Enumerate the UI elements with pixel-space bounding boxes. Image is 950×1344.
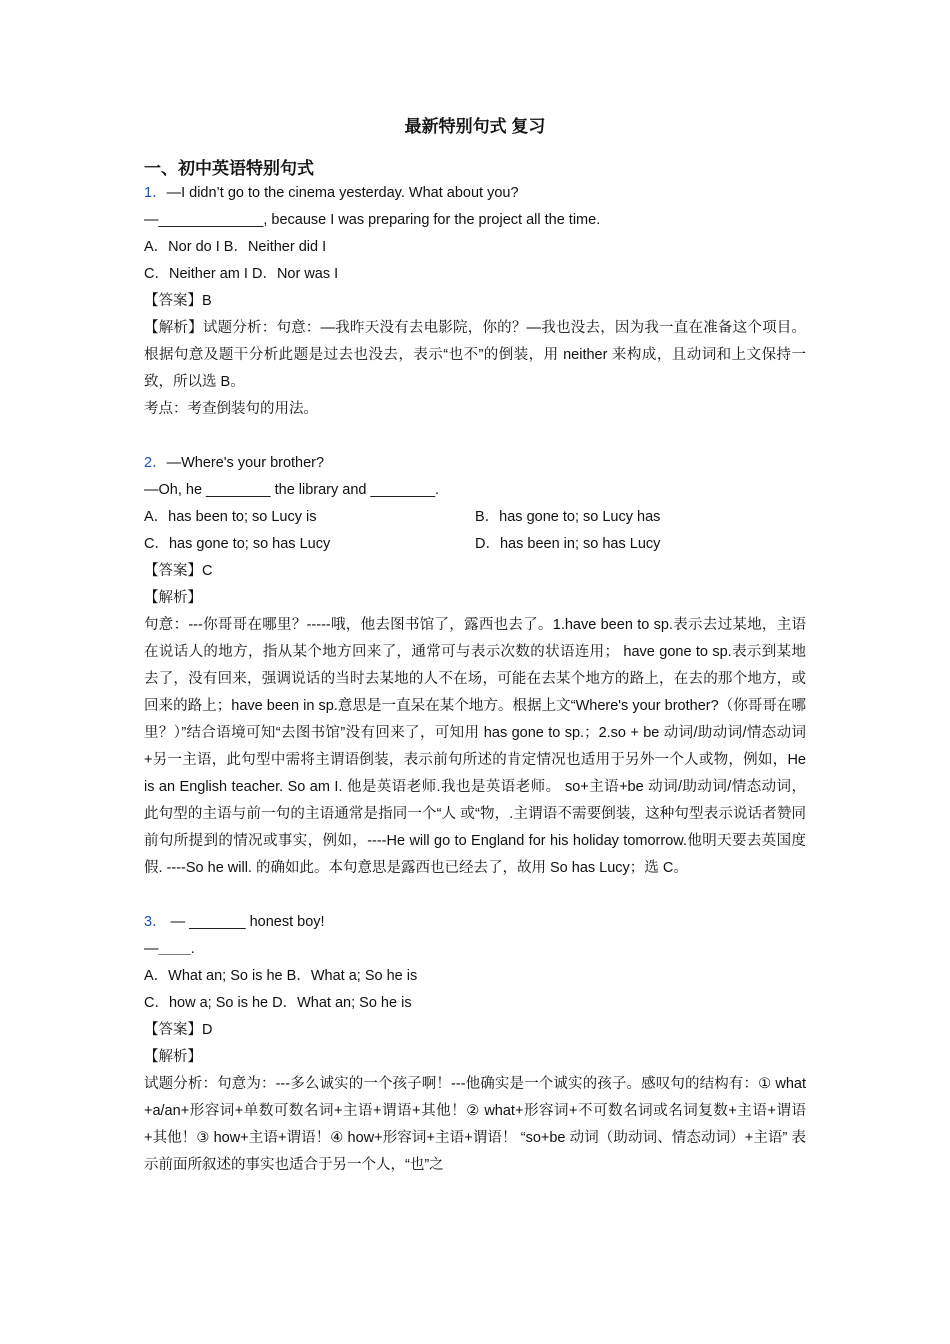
question-1-note: 考点：考查倒装句的用法。 [144,401,318,417]
question-2-answer: 【答案】C [144,563,213,579]
spacer [144,423,806,450]
document-content [144,114,806,1179]
question-2-option-d: D．has been in; so has Lucy [475,536,661,552]
question-3-options-ab: A．What an; So is he B．What a; So he is [144,968,418,984]
question-1-options-cd: C．Neither am I D．Nor was I [144,266,339,282]
question-2-stem-line2: —Oh, he ________ the library and ________. [144,482,440,498]
question-1 [144,180,806,423]
question-3-stem-text: — _______ honest boy! [166,914,325,930]
question-3-answer: 【答案】D [144,1022,213,1038]
question-1-number: 1． [144,185,167,201]
question-1-answer: 【答案】B [144,293,212,309]
question-2-stem-line1 [144,450,806,477]
document-title: 最新特别句式 复习 [404,117,546,136]
question-2-options-cd [144,531,806,558]
question-2-stem-text: —Where's your brother? [166,455,325,471]
question-1-stem-line2: —_____________, because I was preparing for the project all the time. [144,212,601,228]
question-3-number: 3． [144,914,167,930]
question-3 [144,909,806,1179]
question-2-options-ab [144,504,806,531]
question-2-number: 2． [144,455,167,471]
section-heading: 一、初中英语特别句式 [144,159,314,178]
question-2 [144,450,806,882]
question-1-stem-text: —I didn’t go to the cinema yesterday. What about you? [166,185,519,201]
question-1-analysis: 【解析】试题分析：句意：—我昨天没有去电影院，你的？—我也没去，因为我一直在准备这个项目。根据句意及题干分析此题是过去也没去，表示“也不”的倒装，用 neither 来构成，且动词和上文保持一致，所以选 B。 [144,320,806,390]
question-3-blank: ____ [158,941,191,957]
question-2-analysis-label: 【解析】 [144,590,202,606]
question-3-analysis: 试题分析：句意为：---多么诚实的一个孩子啊！---他确实是一个诚实的孩子。感叹句的结构有：① what +a/an+形容词+单数可数名词+主语+谓语+其他！② what+形容词+不可数名词或名词复数+主语+谓语+其他！③ how+主语+谓语！④ how+形容词+主语+谓语！ “so+be 动词（助动词、情态动词）+主语” 表示前面所叙述的事实也适合于另一个人，“也”之 [144,1076,806,1173]
question-1-stem-line1 [144,180,806,207]
question-2-option-c: C．has gone to; so has Lucy [144,536,331,552]
question-3-options-cd: C．how a; So is he D．What an; So he is [144,995,412,1011]
question-2-analysis: 句意：---你哥哥在哪里？-----哦，他去图书馆了，露西也去了。1.have been to sp.表示去过某地，主语在说话人的地方，指从某个地方回来了，通常可与表示次数的状语连用； have gone to sp.表示到某地去了，没有回来，强调说话的当时去某地的人不在场，可能在去某个地方的路上，在去的那个地方，或回来的路上；have been in sp.意思是一直呆在某个地方。根据上文“Where's your brother?（你哥哥在哪里？）”结合语境可知“去图书馆”没有回来了，可知用 has gone to sp.；2.so + be 动词/助动词/情态动词+另一主语，此句型中需将主谓语倒装，表示前句所述的肯定情况也适用于另外一个人或物，例如，He is an English teacher. So am I. 他是英语老师.我也是英语老师。 so+主语+be 动词/助动词/情态动词， 此句型的主语与前一句的主语通常是指同一个“人 或“物，.主谓语不需要倒装，这种句型表示说话者赞同前句所提到的情况或事实，例如，----He will go to England for his holiday tomorrow.他明天要去英国度假. ----So he will. 的确如此。本句意思是露西也已经去了，故用 So has Lucy；选 C。 [144,617,806,876]
question-3-stem-prefix: — [144,941,159,957]
question-3-stem-line1 [144,909,806,936]
spacer [144,882,806,909]
question-3-analysis-label: 【解析】 [144,1049,202,1065]
question-1-options-ab: A．Nor do I B．Neither did I [144,239,327,255]
question-2-option-a: A．has been to; so Lucy is [144,509,317,525]
question-3-stem-suffix: . [190,941,195,957]
question-2-option-b: B．has gone to; so Lucy has [475,509,661,525]
question-3-stem-line2 [144,936,806,963]
